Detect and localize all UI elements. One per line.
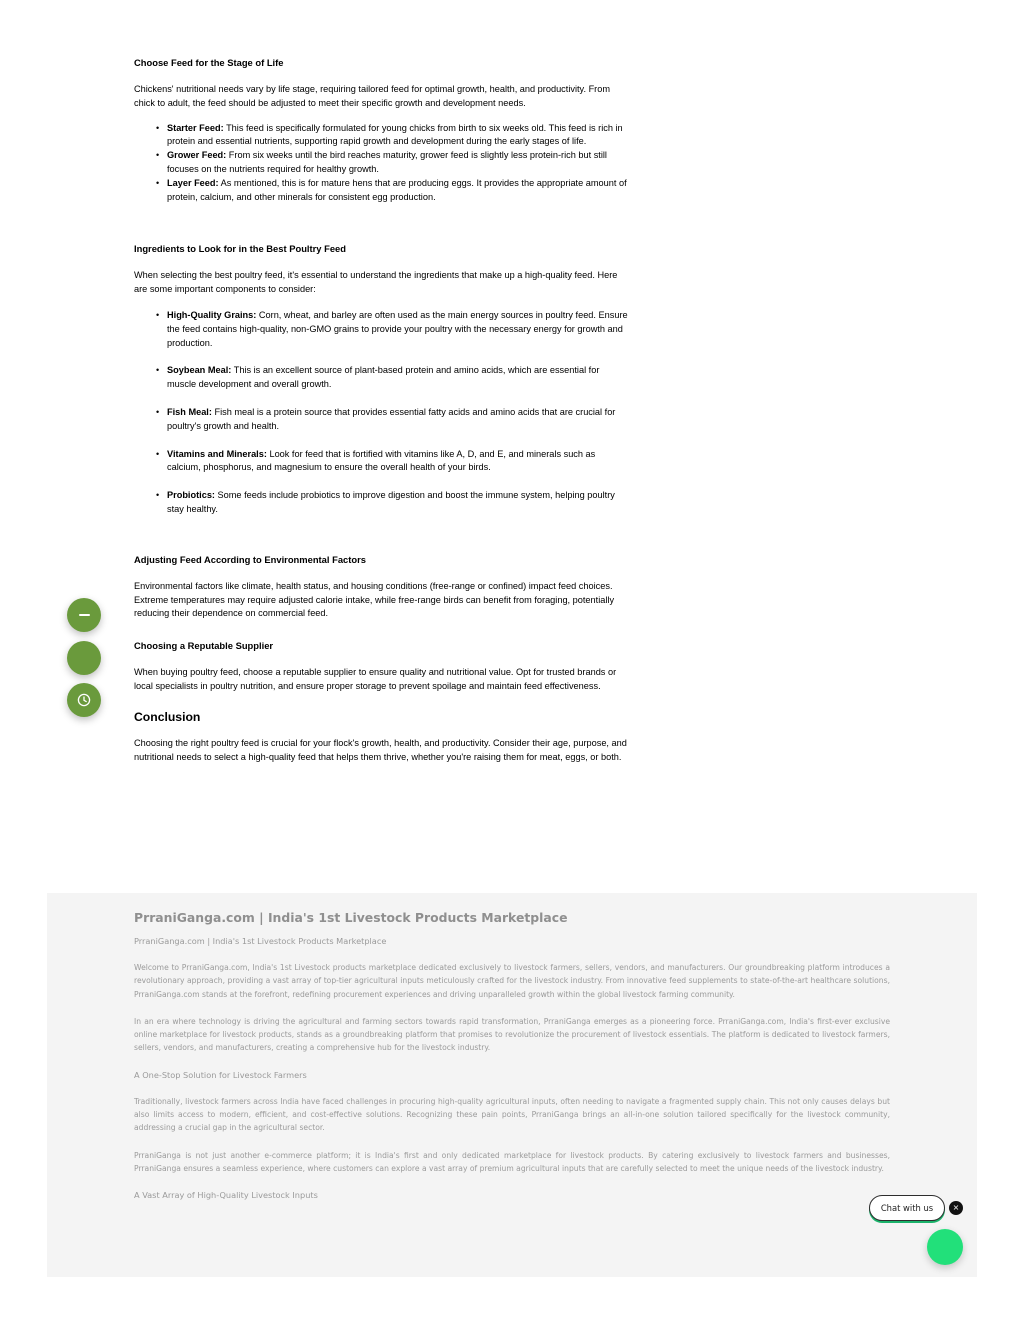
list-item-label: Vitamins and Minerals: (167, 448, 267, 459)
list-item (167, 364, 630, 392)
site-footer (47, 893, 977, 1277)
list-item-label: Layer Feed: (167, 177, 219, 188)
ingredients-heading: Ingredients to Look for in the Best Poultry Feed (134, 243, 346, 255)
list-item-label: Grower Feed: (167, 150, 227, 161)
list-item-label: Starter Feed: (167, 122, 224, 133)
list-item (167, 489, 630, 517)
stage-heading: Choose Feed for the Stage of Life (134, 57, 284, 68)
supplier-text: When buying poultry feed, choose a reputable supplier to ensure quality and nutritional value. Opt for trusted brands or local specialists in poultry nutrition, and ensure proper storage to prevent spoilage and maintain feed effectiveness. (134, 667, 617, 691)
env-text: Environmental factors like climate, health status, and housing conditions (free-range or confined) impact feed choices. Extreme temperatures may require adjusted calorie intake, while free-range birds can benefit from foraging, potentially reducing their dependence on commercial feed. (134, 580, 615, 619)
article-body (134, 56, 630, 764)
floating-action-button[interactable] (67, 641, 101, 675)
conclusion-heading: Conclusion (134, 709, 201, 724)
list-item (167, 177, 630, 205)
list-item (167, 149, 630, 177)
list-item-label: Fish Meal: (167, 406, 212, 417)
collapse-button[interactable] (67, 598, 101, 632)
chat-with-us-button[interactable]: Chat with us (869, 1195, 945, 1221)
list-item (167, 309, 630, 350)
footer-paragraph: In an era where technology is driving the agricultural and farming sectors towards rapid transformation, PrraniGanga emerges as a pioneering force. PrraniGanga.com, India's first-ever exclusive online marketplace for livestock products, stands as a groundbreaking platform that promises to revolutionize the procurement of livestock essentials. The platform is dedicated to livestock farmers, sellers, vendors, and manufacturers, creating a comprehensive hub for the livestock industry. (134, 1016, 890, 1053)
list-item-text: Some feeds include probiotics to improve digestion and boost the immune system, helping poultry stay healthy. (167, 490, 615, 514)
conclusion-text: Choosing the right poultry feed is crucial for your flock's growth, health, and productivity. Consider their age, purpose, and nutritional needs to select a high-quality feed that helps them thrive, whether you're raising them for meat, eggs, or both. (134, 737, 627, 762)
chat-close-button[interactable]: × (949, 1201, 963, 1215)
list-item (167, 122, 630, 150)
list-item-label: High-Quality Grains: (167, 309, 257, 320)
ingredients-list (134, 309, 630, 517)
footer-paragraph: Welcome to PrraniGanga.com, India's 1st Livestock products marketplace dedicated exclusively to livestock farmers, sellers, vendors, and manufacturers. Our groundbreaking platform introduces a revolutionary approach, providing a vast array of top-tier agricultural inputs meticulously crafted for the livestock industry. From innovative feed supplements to state-of-the-art healthcare solutions, PrraniGanga.com stands at the forefront, redefining procurement experiences and driving unparalleled growth within the global livestock farming community. (134, 963, 890, 999)
minus-icon (79, 614, 90, 616)
footer-content (134, 910, 890, 1201)
ingredients-intro: When selecting the best poultry feed, it's essential to understand the ingredients that make up a high-quality feed. Here are some important components to consider: (134, 270, 618, 295)
footer-subheading: A Vast Array of High-Quality Livestock Inputs (134, 1190, 318, 1201)
list-item-text: This is an excellent source of plant-based protein and amino acids, which are essential for muscle development and overall growth. (167, 365, 600, 390)
stage-intro: Chickens' nutritional needs vary by life stage, requiring tailored feed for optimal growth, health, and productivity. From chick to adult, the feed should be adjusted to meet their specific growth and development needs. (134, 84, 610, 108)
list-item-text: Look for feed that is fortified with vitamins like A, D, and E, and minerals such as calcium, phosphorus, and magnesium to ensure the overall health of your birds. (167, 448, 596, 473)
list-item-text: As mentioned, this is for mature hens that are producing eggs. It provides the appropriate amount of protein, calcium, and other minerals for consistent egg production. (167, 177, 627, 202)
footer-subheading: A One-Stop Solution for Livestock Farmers (134, 1069, 307, 1080)
footer-paragraph: PrraniGanga is not just another e-commerce platform; it is India's first and only dedicated marketplace for livestock products. By catering exclusively to livestock farmers and businesses, PrraniGanga ensures a seamless experience, where customers can explore a vast array of premium agricultural inputs that are carefully selected to meet the unique needs of the livestock industry. (134, 1150, 890, 1173)
footer-title: PrraniGanga.com | India's 1st Livestock Products Marketplace (134, 910, 568, 925)
footer-subtitle: PrraniGanga.com | India's 1st Livestock Products Marketplace (134, 936, 387, 946)
clock-icon (77, 693, 91, 707)
list-item-label: Soybean Meal: (167, 365, 232, 376)
footer-paragraph: Traditionally, livestock farmers across India have faced challenges in procuring high-quality agricultural inputs, often needing to navigate a fragmented supply chain. This not only causes delays but also limits access to modern, efficient, and cost-effective solutions. Recognizing these pain points, PrraniGanga brings an all-in-one solution tailored specifically for the livestock community, addressing a crucial gap in the agricultural sector. (134, 1096, 890, 1133)
chat-launcher-button[interactable] (927, 1229, 963, 1265)
stage-list (134, 122, 630, 205)
list-item-text: From six weeks until the bird reaches maturity, grower feed is slightly less protein-rich but still focuses on the nutrients required for healthy growth. (167, 150, 607, 174)
list-item-text: Fish meal is a protein source that provides essential fatty acids and amino acids that are crucial for poultry's growth and health. (167, 406, 616, 431)
env-heading: Adjusting Feed According to Environmental Factors (134, 553, 366, 565)
list-item-text: Corn, wheat, and barley are often used as the main energy sources in poultry feed. Ensure the feed contains high-quality, non-GMO grains to provide your poultry with the necessary energy for growth and production. (167, 309, 628, 348)
list-item (167, 448, 630, 476)
history-button[interactable] (67, 683, 101, 717)
list-item-text: This feed is specifically formulated for young chicks from birth to six weeks old. This feed is rich in protein and essential nutrients, supporting rapid growth and development during the early stages of life. (167, 122, 623, 147)
supplier-heading: Choosing a Reputable Supplier (134, 640, 274, 652)
list-item-label: Probiotics: (167, 490, 215, 501)
list-item (167, 406, 630, 434)
